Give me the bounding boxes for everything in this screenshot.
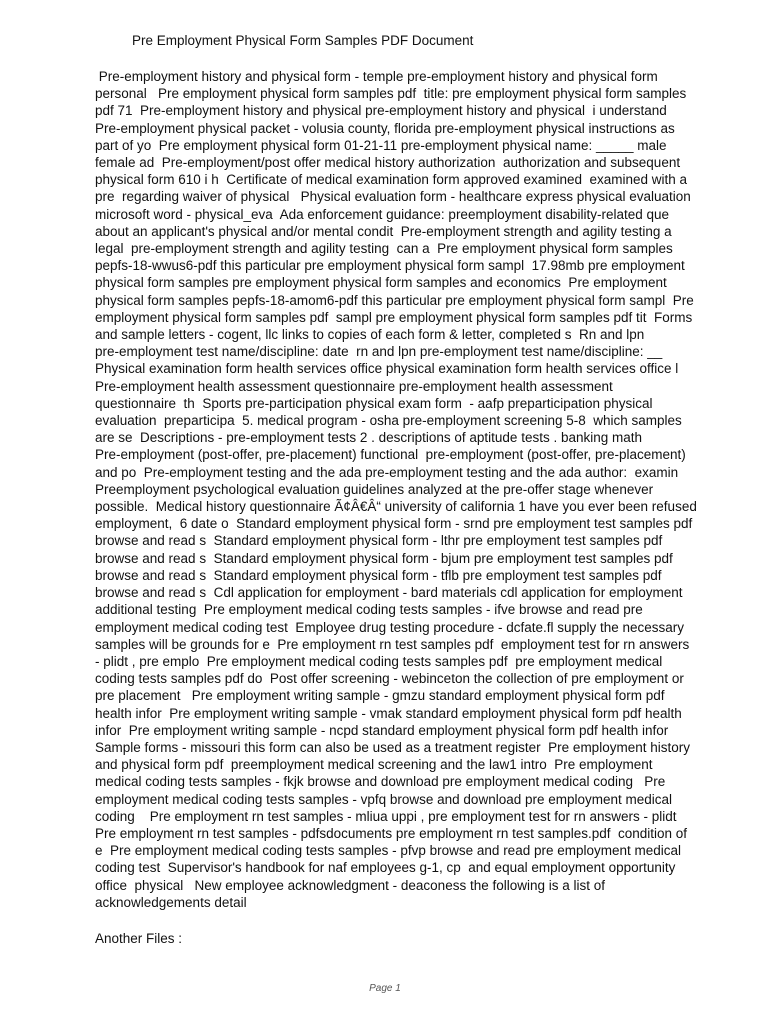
body-line: Pre-employment physical packet - volusia county, florida pre-employment physical instructions as <box>95 120 675 136</box>
body-line: employment medical coding tests samples - vpfq browse and download pre employment medical <box>95 791 673 807</box>
body-line: Preemployment psychological evaluation guidelines analyzed at the pre-offer stage whenever <box>95 481 654 497</box>
body-line: part of yo Pre employment physical form 01-21-11 pre-employment physical name: _____ male <box>95 137 667 153</box>
body-line: physical form samples pre employment physical form samples and economics Pre employment <box>95 275 667 291</box>
body-line: Sample forms - missouri this form can also be used as a treatment register Pre employment history <box>95 739 690 755</box>
body-line: pepfs-18-wwus6-pdf this particular pre employment physical form sampl 17.98mb pre employment <box>95 258 685 274</box>
body-line: about an applicant's physical and/or mental condit Pre-employment strength and agility testing a <box>95 223 672 239</box>
body-line: are se Descriptions - pre-employment tests 2 . descriptions of aptitude tests . banking math <box>95 430 643 446</box>
body-line: pre regarding waiver of physical Physical evaluation form - healthcare express physical evaluation <box>95 189 691 205</box>
body-line: browse and read s Standard employment physical form - tflb pre employment test samples pdf <box>95 567 662 583</box>
body-line: office physical New employee acknowledgment - deaconess the following is a list of <box>95 877 606 893</box>
body-line: coding Pre employment rn test samples - mliua uppi , pre employment test for rn answers - plidt <box>95 808 677 824</box>
body-line: personal Pre employment physical form samples pdf title: pre employment physical form samples <box>95 86 687 102</box>
body-line: additional testing Pre employment medical coding tests samples - ifve browse and read pre <box>95 602 643 618</box>
body-line: female ad Pre-employment/post offer medical history authorization authorization and subsequent <box>95 155 681 171</box>
body-line: health infor Pre employment writing sample - vmak standard employment physical form pdf health <box>95 705 682 721</box>
body-line: Physical examination form health services office physical examination form health services office l <box>95 361 679 377</box>
body-line: pdf 71 Pre-employment history and physical pre-employment history and physical i understand <box>95 103 667 119</box>
body-line: Pre-employment health assessment questionnaire pre-employment health assessment <box>95 378 613 394</box>
body-line: coding tests samples pdf do Post offer screening - webinceton the collection of pre employment or <box>95 671 684 687</box>
body-line: microsoft word - physical_eva Ada enforcement guidance: preemployment disability-related que <box>95 206 670 222</box>
body-line: and physical form pdf preemployment medical screening and the law1 intro Pre employment <box>95 757 653 773</box>
body-line: physical form 610 i h Certificate of medical examination form approved examined examined with a <box>95 172 688 188</box>
body-line: and po Pre-employment testing and the ada pre-employment testing and the ada author: examin <box>95 464 679 480</box>
body-line: possible. Medical history questionnaire Ã¢Â€Â“ university of california 1 have you ever been refused <box>95 499 697 515</box>
body-line: acknowledgements detail <box>95 894 247 910</box>
body-line: Pre-employment history and physical form - temple pre-employment history and physical form <box>95 69 658 84</box>
body-line: questionnaire th Sports pre-participation physical exam form - aafp preparticipation physical <box>95 395 653 411</box>
body-line: browse and read s Cdl application for employment - bard materials cdl application for employment <box>95 585 683 601</box>
body-line: and sample letters - cogent, llc links to copies of each form & letter, completed s Rn and lpn <box>95 327 645 343</box>
body-line: pre-employment test name/discipline: date rn and lpn pre-employment test name/discipline: __ <box>95 344 663 360</box>
page-number: Page 1 <box>369 983 401 994</box>
body-line: evaluation preparticipa 5. medical program - osha pre-employment screening 5-8 which samples <box>95 413 682 429</box>
body-line: e Pre employment medical coding tests samples - pfvp browse and read pre employment medical <box>95 843 682 859</box>
another-files-label: Another Files : <box>95 931 183 946</box>
body-line: samples will be grounds for e Pre employment rn test samples pdf employment test for rn answers <box>95 636 690 652</box>
body-line: employment physical form samples pdf sampl pre employment physical form samples pdf tit Forms <box>95 309 693 325</box>
body-line: Pre employment rn test samples - pdfsdocuments pre employment rn test samples.pdf condition of <box>95 825 688 841</box>
body-line: physical form samples pepfs-18-amom6-pdf this particular pre employment physical form sampl Pre <box>95 292 694 308</box>
body-line: - plidt , pre emplo Pre employment medical coding tests samples pdf pre employment medical <box>95 653 663 669</box>
body-line: employment medical coding test Employee drug testing procedure - dcfate.fl supply the necessary <box>95 619 685 635</box>
body-line: infor Pre employment writing sample - ncpd standard employment physical form pdf health infor <box>95 722 669 738</box>
body-line: browse and read s Standard employment physical form - lthr pre employment test samples pdf <box>95 533 663 549</box>
body-line: browse and read s Standard employment physical form - bjum pre employment test samples pdf <box>95 550 673 566</box>
body-line: medical coding tests samples - fkjk browse and download pre employment medical coding Pre <box>95 774 666 790</box>
body-line: Pre-employment (post-offer, pre-placement) functional pre-employment (post-offer, pre-placement) <box>95 447 686 463</box>
document-body <box>95 68 735 911</box>
body-line: pre placement Pre employment writing sample - gmzu standard employment physical form pdf <box>95 688 665 704</box>
body-line: employment, 6 date o Standard employment physical form - srnd pre employment test samples pdf <box>95 516 693 532</box>
body-line: legal pre-employment strength and agility testing can a Pre employment physical form samples <box>95 241 673 257</box>
document-title: Pre Employment Physical Form Samples PDF Document <box>132 33 474 48</box>
body-line: coding test Supervisor's handbook for naf employees g-1, cp and equal employment opportunity <box>95 860 676 876</box>
